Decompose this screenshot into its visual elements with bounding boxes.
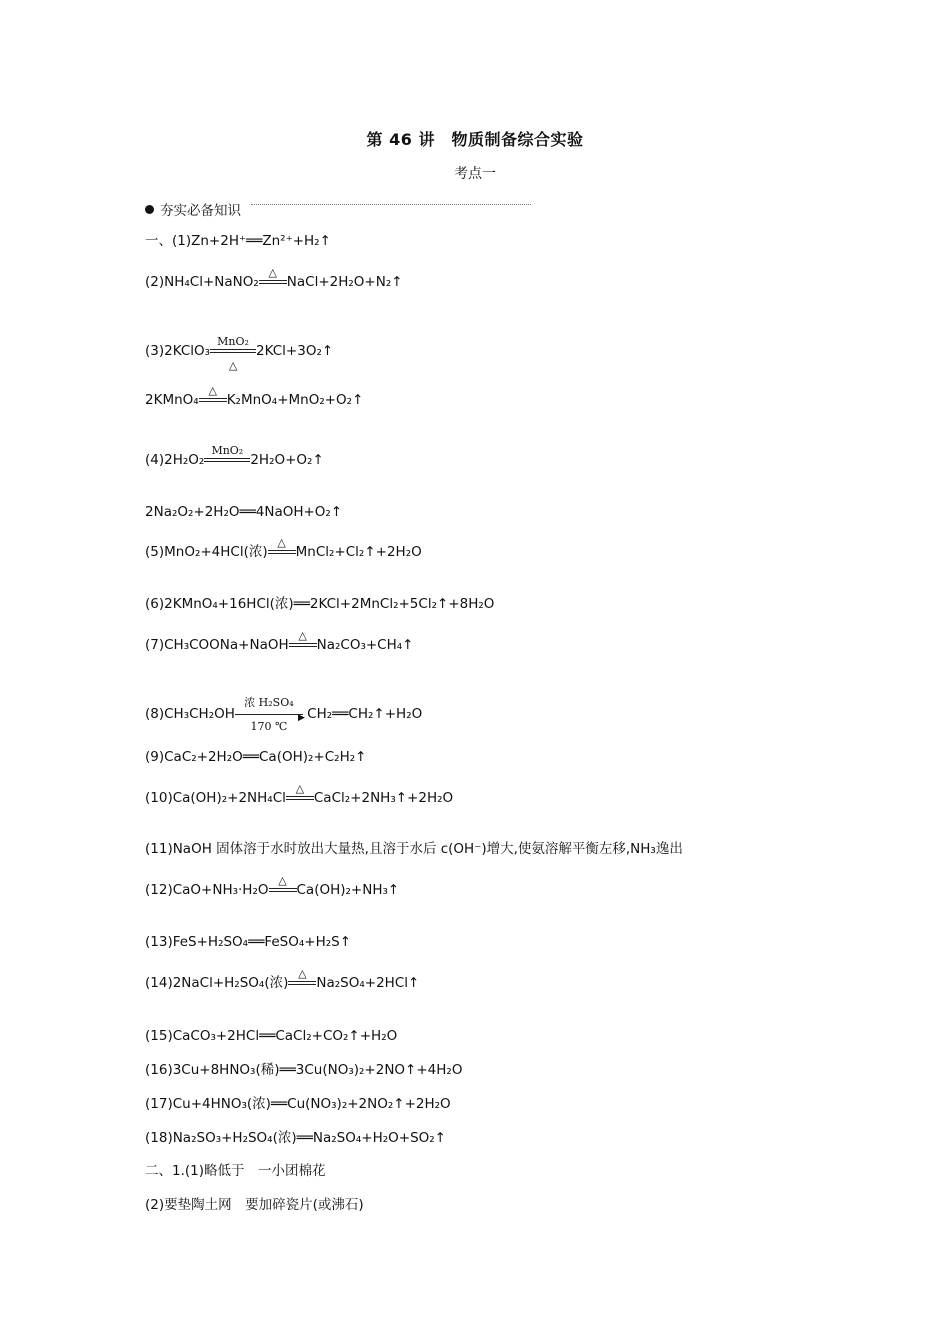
equation-line: (6)2KMnO₄+16HCl(浓)══2KCl+2MnCl₂+5Cl₂↑+8H₂O [145,596,495,612]
section-heading [145,199,241,219]
equation-line: (17)Cu+4HNO₃(浓)══Cu(NO₃)₂+2NO₂↑+2H₂O [145,1096,451,1112]
equation-line: 2KMnO₄ △ K₂MnO₄+MnO₂+O₂↑ [145,384,364,408]
products: K₂MnO₄+MnO₂+O₂↑ [226,392,364,408]
section-heading-label: 夯实必备知识 [160,203,241,219]
reactants: (7)CH₃COONa+NaOH [145,637,289,653]
bullet-icon [145,205,154,214]
equation-line: (12)CaO+NH₃·H₂O △ Ca(OH)₂+NH₃↑ [145,874,400,898]
equation-line: 一、(1)Zn+2H⁺══Zn²⁺+H₂↑ [145,233,331,249]
reactants: (3)2KClO₃ [145,343,211,359]
equation-line: (11)NaOH 固体溶于水时放出大量热,且溶于水后 c(OH⁻)增大,使氨溶解平衡左移,NH₃逸出 [145,841,683,857]
page-title: 第 46 讲 物质制备综合实验 [366,130,584,149]
equation-line: (10)Ca(OH)₂+2NH₄Cl △ CaCl₂+2NH₃↑+2H₂O [145,782,454,806]
equation-line: (2)NH₄Cl+NaNO₂ △ NaCl+2H₂O+N₂↑ [145,266,403,290]
equation-line: (13)FeS+H₂SO₄══FeSO₄+H₂S↑ [145,934,352,950]
dotted-divider [251,204,531,205]
products: CH₂══CH₂↑+H₂O [302,706,423,722]
equation-line: 二、1.(1)略低于 一小团棉花 [145,1163,326,1179]
equation-line: (4)2H₂O₂ MnO₂ 2H₂O+O₂↑ [145,444,324,468]
equation-line: (18)Na₂SO₃+H₂SO₄(浓)══Na₂SO₄+H₂O+SO₂↑ [145,1130,446,1146]
products: CaCl₂+2NH₃↑+2H₂O [313,790,454,806]
equation-line: (7)CH₃COONa+NaOH △ Na₂CO₃+CH₄↑ [145,629,414,653]
equation-line: (8)CH₃CH₂OH ▶ 浓 H₂SO₄ 170 ℃ CH₂══CH₂↑+H₂O [145,696,423,733]
products: Na₂CO₃+CH₄↑ [316,637,414,653]
equation-line: (14)2NaCl+H₂SO₄(浓) △ Na₂SO₄+2HCl↑ [145,967,420,991]
reactants: (2)NH₄Cl+NaNO₂ [145,274,259,290]
equation-line: (16)3Cu+8HNO₃(稀)══3Cu(NO₃)₂+2NO↑+4H₂O [145,1062,463,1078]
section-subtitle: 考点一 [454,166,496,182]
equation-line: (9)CaC₂+2H₂O══Ca(OH)₂+C₂H₂↑ [145,749,367,765]
products: 2KCl+3O₂↑ [256,343,334,359]
equation-line: (3)2KClO₃ MnO₂ △ 2KCl+3O₂↑ [145,335,334,372]
products: Ca(OH)₂+NH₃↑ [296,882,400,898]
products: Na₂SO₄+2HCl↑ [316,975,420,991]
reactants: 2KMnO₄ [145,392,199,408]
reactants: (12)CaO+NH₃·H₂O [145,882,269,898]
reactants: (4)2H₂O₂ [145,452,205,468]
products: MnCl₂+Cl₂↑+2H₂O [295,544,422,560]
equation-line: (5)MnO₂+4HCl(浓) △ MnCl₂+Cl₂↑+2H₂O [145,536,422,560]
reactants: (8)CH₃CH₂OH [145,706,235,722]
products: NaCl+2H₂O+N₂↑ [286,274,403,290]
equation-line: (2)要垫陶土网 要加碎瓷片(或沸石) [145,1197,364,1213]
equation-line: 2Na₂O₂+2H₂O══4NaOH+O₂↑ [145,504,343,520]
products: 2H₂O+O₂↑ [250,452,324,468]
reactants: (5)MnO₂+4HCl(浓) [145,544,268,560]
equation-line: (15)CaCO₃+2HCl══CaCl₂+CO₂↑+H₂O [145,1028,398,1044]
reactants: (14)2NaCl+H₂SO₄(浓) [145,975,289,991]
reactants: (10)Ca(OH)₂+2NH₄Cl [145,790,286,806]
